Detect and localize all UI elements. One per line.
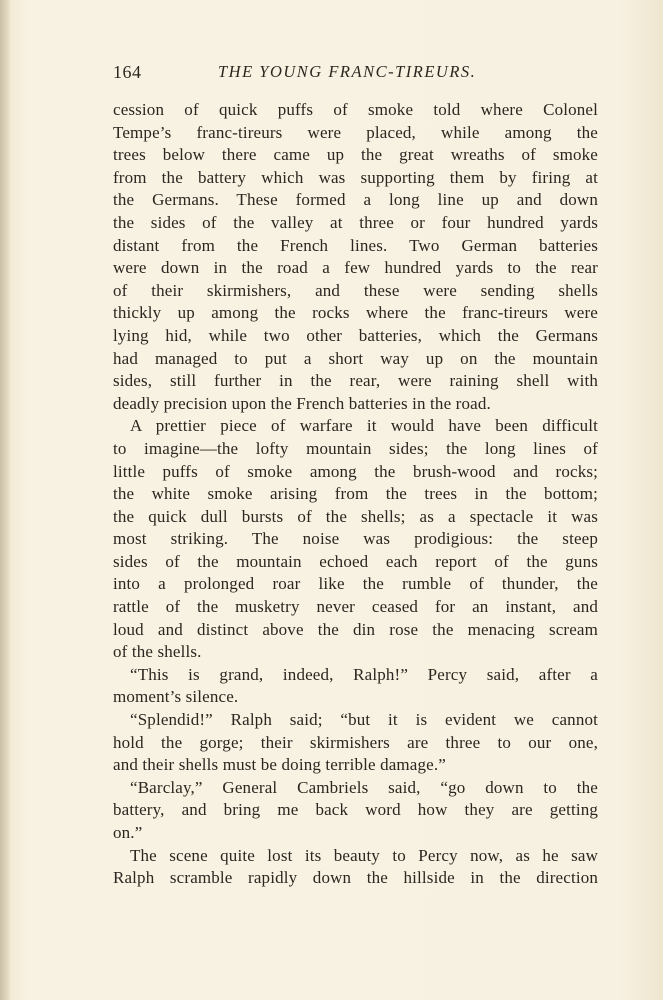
text-line: the quick dull bursts of the shells; as a spectacle it was xyxy=(113,506,598,526)
text-line: from the battery which was supporting them by firing at xyxy=(113,167,598,187)
text-line: “This is grand, indeed, Ralph!” Percy said, after a xyxy=(130,664,598,684)
text-line: Ralph scramble rapidly down the hillside in the direction xyxy=(113,868,598,888)
text-line: loud and distinct above the din rose the menacing scream xyxy=(113,619,598,639)
text-line: distant from the French lines. Two German batteries xyxy=(113,235,598,255)
text-line: thickly up among the rocks where the franc-tireurs were xyxy=(113,303,598,323)
text-line: Tempe’s franc-tireurs were placed, while among the xyxy=(113,122,598,142)
text-line: A prettier piece of warfare it would have been difficult xyxy=(130,416,598,436)
text-line: were down in the road a few hundred yards to the rear xyxy=(113,258,598,278)
text-line: “Barclay,” General Cambriels said, “go down to the xyxy=(130,777,598,797)
text-line: of their skirmishers, and these were sending shells xyxy=(113,280,598,300)
text-line: on.” xyxy=(113,823,143,842)
text-line: battery, and bring me back word how they are getting xyxy=(113,800,598,820)
text-line: into a prolonged roar like the rumble of thunder, the xyxy=(113,574,598,594)
text-line: cession of quick puffs of smoke told where Colonel xyxy=(113,100,598,119)
page-number: 164 xyxy=(113,62,142,82)
body-text xyxy=(113,99,598,890)
text-line: moment’s silence. xyxy=(113,687,239,707)
running-title: THE YOUNG FRANC-TIREURS. xyxy=(218,62,477,81)
page-gutter xyxy=(0,0,10,1000)
text-line: and their shells must be doing terrible damage.” xyxy=(113,755,446,775)
text-line: The scene quite lost its beauty to Percy now, as he saw xyxy=(130,845,598,865)
text-line: the sides of the valley at three or four hundred yards xyxy=(113,212,598,232)
text-line: “Splendid!” Ralph said; “but it is evident we cannot xyxy=(130,710,598,730)
running-header xyxy=(113,62,598,84)
text-line: of the shells. xyxy=(113,642,202,662)
text-line: deadly precision upon the French batteries in the road. xyxy=(113,393,491,413)
text-line: the white smoke arising from the trees in the bottom; xyxy=(113,484,598,504)
text-line: hold the gorge; their skirmishers are three to our one, xyxy=(113,732,598,752)
text-line: most striking. The noise was prodigious: the steep xyxy=(113,529,598,549)
text-line: to imagine—the lofty mountain sides; the long lines of xyxy=(113,438,598,458)
text-line: rattle of the musketry never ceased for an instant, and xyxy=(113,597,598,617)
text-line: the Germans. These formed a long line up and down xyxy=(113,190,598,210)
text-line: lying hid, while two other batteries, which the Germans xyxy=(113,325,598,345)
text-line: had managed to put a short way up on the mountain xyxy=(113,348,598,368)
text-line: sides of the mountain echoed each report of the guns xyxy=(113,551,598,571)
text-line: little puffs of smoke among the brush-wood and rocks; xyxy=(113,461,598,481)
text-line: sides, still further in the rear, were raining shell with xyxy=(113,371,598,391)
text-line: trees below there came up the great wreaths of smoke xyxy=(113,145,598,165)
